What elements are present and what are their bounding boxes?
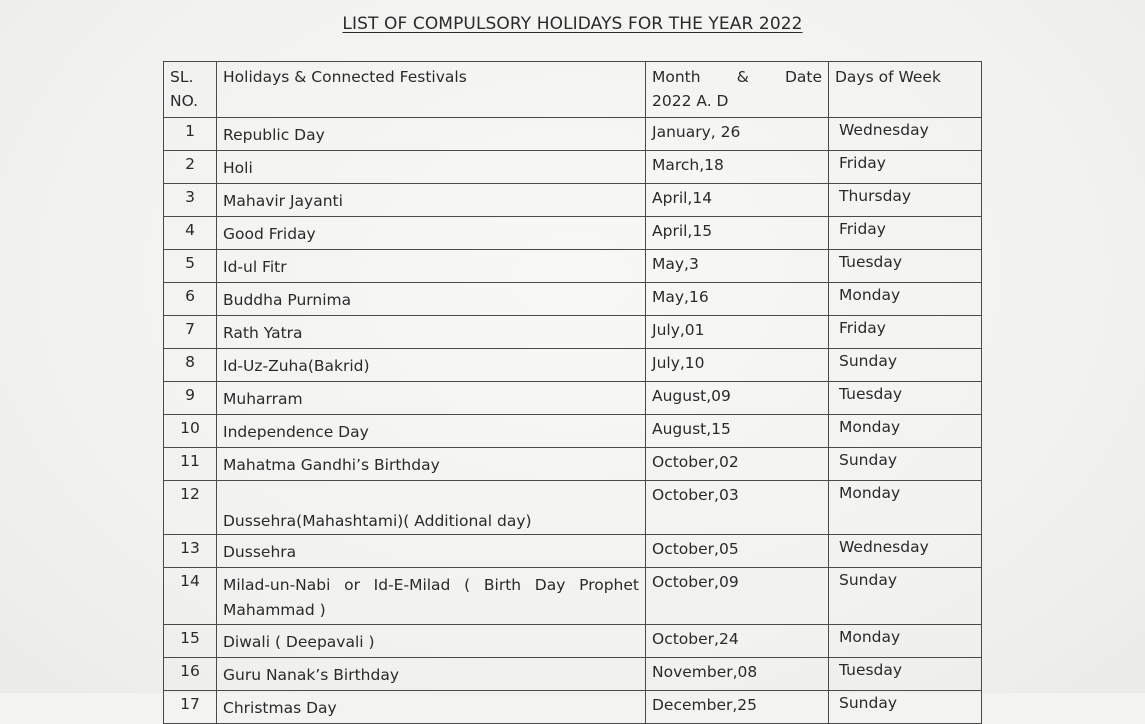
row-sl: 9 [164,382,217,415]
row-day: Sunday [829,568,982,625]
row-holiday: Guru Nanak’s Birthday [217,658,646,691]
row-date: October,09 [646,568,829,625]
table-row [164,625,982,658]
row-sl: 14 [164,568,217,625]
row-day: Friday [829,217,982,250]
row-holiday: Id-ul Fitr [217,250,646,283]
header-date-word2: & [736,68,749,86]
row-day: Tuesday [829,382,982,415]
row-sl: 16 [164,658,217,691]
row-sl: 4 [164,217,217,250]
table-row [164,448,982,481]
row-date: January, 26 [646,118,829,151]
row-date: July,10 [646,349,829,382]
row-date: October,02 [646,448,829,481]
row-holiday: Buddha Purnima [217,283,646,316]
header-date-line2: 2022 A. D [652,92,729,110]
header-date-word3: Date [784,68,822,86]
table-row [164,250,982,283]
row-holiday: Mahavir Jayanti [217,184,646,217]
row-holiday: Id-Uz-Zuha(Bakrid) [217,349,646,382]
row-sl: 11 [164,448,217,481]
row-day: Friday [829,316,982,349]
table-row [164,658,982,691]
row-day: Monday [829,625,982,658]
row-date: October,24 [646,625,829,658]
row-date: October,05 [646,535,829,568]
row-holiday: Good Friday [217,217,646,250]
row-date: April,15 [646,217,829,250]
row-holiday: Dussehra(Mahashtami)( Additional day) [217,481,646,535]
row-day: Tuesday [829,250,982,283]
row-sl: 3 [164,184,217,217]
row-sl: 2 [164,151,217,184]
table-row [164,118,982,151]
row-day: Wednesday [829,118,982,151]
row-sl: 8 [164,349,217,382]
row-date: August,15 [646,415,829,448]
row-day: Sunday [829,349,982,382]
row-date: November,08 [646,658,829,691]
table-row [164,568,982,625]
row-sl: 15 [164,625,217,658]
row-date: July,01 [646,316,829,349]
row-sl: 7 [164,316,217,349]
row-date: May,3 [646,250,829,283]
row-holiday: Holi [217,151,646,184]
row-date: May,16 [646,283,829,316]
row-holiday: Christmas Day [217,691,646,724]
row-sl: 6 [164,283,217,316]
row-day: Wednesday [829,535,982,568]
header-day: Days of Week [829,62,982,118]
row-day: Sunday [829,448,982,481]
holiday-table [163,61,982,724]
row-day: Friday [829,151,982,184]
row-holiday: Republic Day [217,118,646,151]
row-holiday: Independence Day [217,415,646,448]
row-date: October,03 [646,481,829,535]
header-date-line1 [652,65,822,89]
row-holiday: Muharram [217,382,646,415]
table-row [164,535,982,568]
row-day: Monday [829,481,982,535]
row-sl: 13 [164,535,217,568]
header-sl-line1: SL. [170,68,194,86]
row-sl: 12 [164,481,217,535]
table-row [164,184,982,217]
row-date: March,18 [646,151,829,184]
header-sl-line2: NO. [170,92,199,110]
row-holiday: Diwali ( Deepavali ) [217,625,646,658]
table-row [164,481,982,535]
header-date [646,62,829,118]
table-header-row [164,62,982,118]
row-day: Sunday [829,691,982,724]
row-holiday: Dussehra [217,535,646,568]
row-day: Monday [829,415,982,448]
row-day: Thursday [829,184,982,217]
row-date: August,09 [646,382,829,415]
row-holiday: Rath Yatra [217,316,646,349]
row-date: December,25 [646,691,829,724]
header-holiday: Holidays & Connected Festivals [217,62,646,118]
row-day: Monday [829,283,982,316]
row-sl: 17 [164,691,217,724]
table-row [164,349,982,382]
row-holiday: Mahatma Gandhi’s Birthday [217,448,646,481]
document-title: LIST OF COMPULSORY HOLIDAYS FOR THE YEAR 2022 [342,14,803,34]
header-date-word1: Month [652,68,701,86]
row-holiday: Milad-un-Nabi or Id-E-Milad ( Birth Day Prophet Mahammad ) [217,568,646,625]
row-date: April,14 [646,184,829,217]
row-sl: 10 [164,415,217,448]
table-row [164,151,982,184]
row-sl: 5 [164,250,217,283]
table-row [164,316,982,349]
table-row [164,415,982,448]
table-row [164,283,982,316]
row-sl: 1 [164,118,217,151]
table-row [164,691,982,724]
table-row [164,382,982,415]
table-row [164,217,982,250]
row-day: Tuesday [829,658,982,691]
header-sl-no [164,62,217,118]
